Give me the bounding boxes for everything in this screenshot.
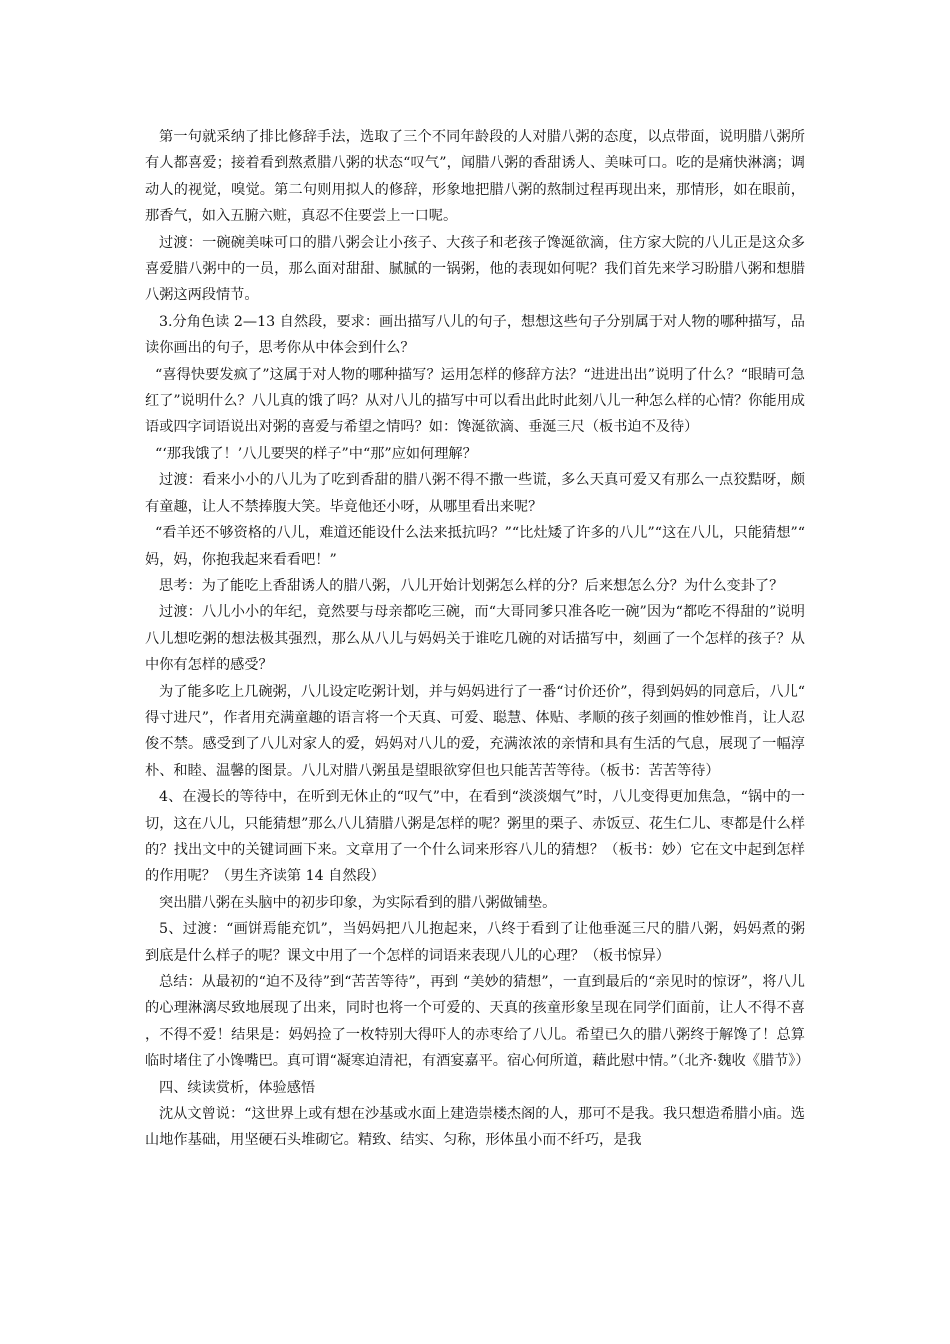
paragraph-step-3: 3.分角色读 2—13 自然段，要求：画出描写八儿的句子，想想这些句子分别属于对人物的哪种描写，品读你画出的句子，思考你从中体会到什么？ bbox=[145, 313, 805, 357]
paragraph-transition-2: 过渡：看来小小的八儿为了吃到香甜的腊八粥不得不撒一些谎，多么天真可爱又有那么一点狡黠呀，颇有童趣，让人不禁捧腹大笑。毕竟他还小呀，从哪里看出来呢？ bbox=[145, 472, 805, 515]
paragraph-think: 思考：为了能吃上香甜诱人的腊八粥，八儿开始计划粥怎么样的分？后来想怎么分？为什么变卦了？ bbox=[159, 577, 784, 594]
paragraph-bargain: 为了能多吃上几碗粥，八儿设定吃粥计划，并与妈妈进行了一番“讨价还价”，得到妈妈的同意后，八儿“得寸进尺”，作者用充满童趣的语言将一个天真、可爱、聪慧、体贴、孝顺的孩子刻画的惟妙惟肖，让人忍俊不禁。感受到了八儿对家人的爱，妈妈对八儿的爱，充满浓浓的亲情和具有生活的气息，展现了一幅淳朴、和睦、温馨的图景。八儿对腊八粥虽是望眼欲穿但也只能苦苦等待。（板书：苦苦等待） bbox=[145, 683, 806, 779]
paragraph-transition-1: 过渡：一碗碗美味可口的腊八粥会让小孩子、大孩子和老孩子馋涎欲滴，住方家大院的八儿正是这众多喜爱腊八粥中的一员，那么面对甜甜、腻腻的一锅粥，他的表现如何呢？我们首先来学习盼腊八粥和想腊八粥这两段情节。 bbox=[145, 234, 805, 304]
paragraph-shen-congwen: 沈从文曾说：“这世界上或有想在沙基或水面上建造崇楼杰阁的人，那可不是我。我只想造希腊小庙。选山地作基础，用坚硬石头堆砌它。精致、结实、匀称，形体虽小而不纤巧，是我 bbox=[145, 1106, 805, 1149]
paragraph-rhetoric-analysis: 第一句就采纳了排比修辞手法，选取了三个不同年龄段的人对腊八粥的态度，以点带面，说明腊八粥所有人都喜爱；接着看到熬煮腊八粥的状态“叹气”，闻腊八粥的香甜诱人、美味可口。吃的是痛快淋漓；调动人的视觉，嗅觉。第二句则用拟人的修辞，形象地把腊八粥的熬制过程再现出来，那情形，如在眼前，那香气，如入五腑六赃，真忍不住要尝上一口呢。 bbox=[145, 129, 805, 225]
paragraph-na-question: “‘那我饿了！’八儿要哭的样子”中“那”应如何理解？ bbox=[155, 445, 477, 462]
paragraph-quotes: “看羊还不够资格的八儿，难道还能设什么法来抵抗吗？”“比灶矮了许多的八儿”“这在八儿，只能猜想”“妈，妈，你抱我起来看看吧！” bbox=[145, 525, 805, 568]
paragraph-transition-3: 过渡：八儿小小的年纪，竟然要与母亲都吃三碗，而“大哥同爹只准各吃一碗”因为“都吃不得甜的”说明八儿想吃粥的想法极其强烈，那么从八儿与妈妈关于谁吃几碗的对话描写中，刻画了一个怎样的孩子？从中你有怎样的感受？ bbox=[145, 604, 805, 674]
section-heading-4: 四、续读赏析，体验感悟 bbox=[159, 1079, 316, 1096]
paragraph-foreshadow: 突出腊八粥在头脑中的初步印象，为实际看到的腊八粥做铺垫。 bbox=[159, 894, 557, 911]
paragraph-description-question: “喜得快要发疯了”这属于对人物的哪种描写？运用怎样的修辞方法？“进进出出”说明了什么？“眼睛可急红了”说明什么？八儿真的饿了吗？从对八儿的描写中可以看出此时此刻八儿一种怎么样的心情？你能用成语或四字词语说出对粥的喜爱与希望之情吗？如：馋涎欲滴、垂涎三尺（板书迫不及待） bbox=[145, 366, 805, 436]
document-page bbox=[145, 124, 810, 1154]
paragraph-summary: 总结：从最初的“迫不及待”到“苦苦等待”，再到 “美妙的猜想”，一直到最后的“亲见时的惊讶”，将八儿的心理淋漓尽致地展现了出来，同时也将一个可爱的、天真的孩童形象呈现在同学们面前，让人不得不喜，不得不爱！结果是：妈妈捡了一枚特别大得吓人的赤枣给了八儿。希望已久的腊八粥终于解馋了！总算临时堵住了小馋嘴巴。真可谓“凝寒迫清祀，有酒宴嘉平。宿心何所道，藉此慰中情。”（北齐·魏收《腊节》） bbox=[145, 974, 810, 1070]
paragraph-step-4: 4、在漫长的等待中，在听到无休止的“叹气”中，在看到“淡淡烟气”时，八儿变得更加焦急，“锅中的一切，这在八儿，只能猜想”那么八儿猜腊八粥是怎样的呢？粥里的栗子、赤饭豆、花生仁儿、枣都是什么样的？找出文中的关键词画下来。文章用了一个什么词来形容八儿的猜想？（板书：妙）它在文中起到怎样的作用呢？（男生齐读第 14 自然段） bbox=[145, 789, 805, 885]
paragraph-step-5: 5、过渡：“画饼焉能充饥”，当妈妈把八儿抱起来，八终于看到了让他垂涎三尺的腊八粥，妈妈煮的粥到底是什么样子的呢？课文中用了一个怎样的词语来表现八儿的心理？（板书惊异） bbox=[145, 921, 805, 964]
